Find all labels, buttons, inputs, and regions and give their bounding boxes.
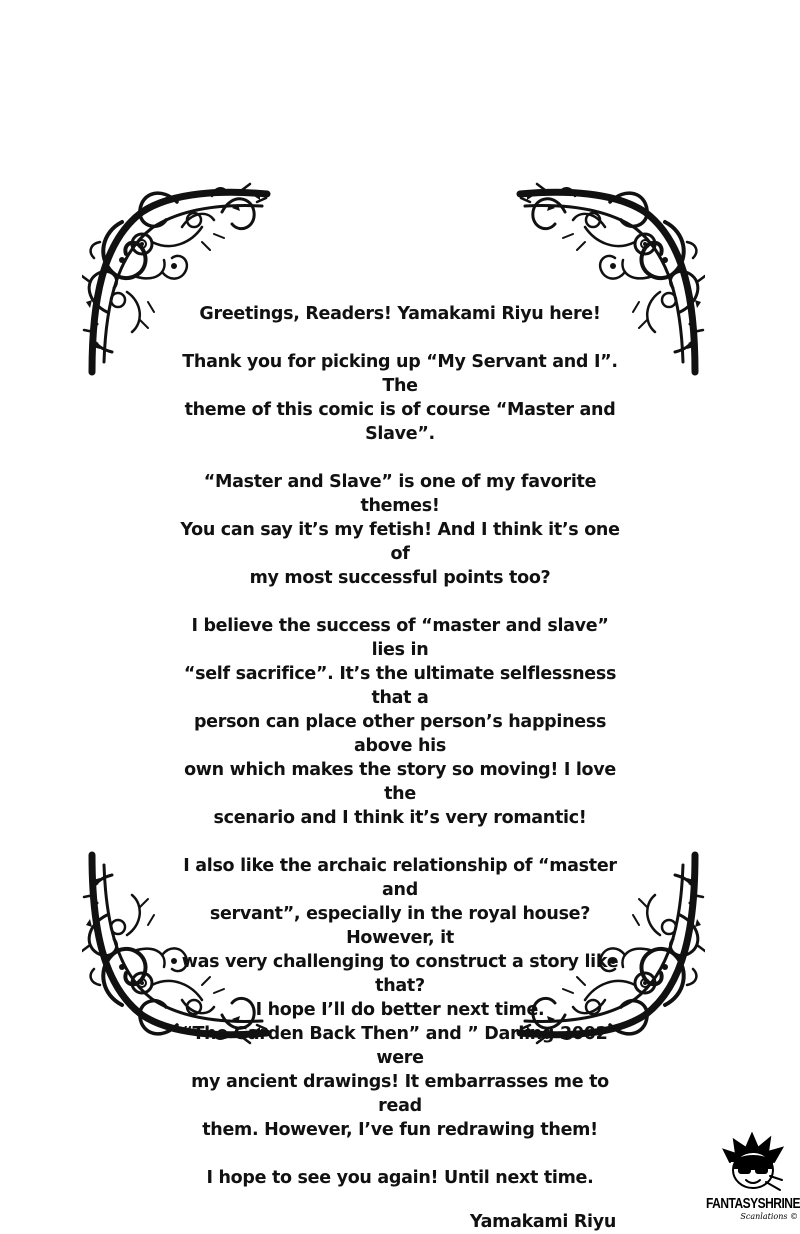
- letter-line: I believe the success of “master and slave” lies in: [191, 616, 609, 660]
- letter-paragraph-theme: [180, 470, 620, 590]
- letter-line: was very challenging to construct a story like that?: [181, 952, 619, 996]
- letter-line: own which makes the story so moving! I love the: [184, 760, 616, 804]
- letter-line: them. However, I’ve fun redrawing them!: [202, 1120, 598, 1140]
- logo-subtitle: Scanlations ©: [740, 1212, 798, 1221]
- letter-line: I hope to see you again! Until next time.: [206, 1168, 594, 1188]
- letter-closing: [180, 1166, 620, 1190]
- letter-line: I hope I’ll do better next time.: [255, 1000, 545, 1020]
- letter-line: my ancient drawings! It embarrasses me to read: [191, 1072, 609, 1116]
- letter-greeting: [180, 302, 620, 326]
- letter-line: Greetings, Readers! Yamakami Riyu here!: [199, 304, 601, 324]
- letter-signature: Yamakami Riyu: [469, 1212, 616, 1232]
- letter-line: scenario and I think it’s very romantic!: [213, 808, 587, 828]
- letter-line: theme of this comic is of course “Master and Slave”.: [184, 400, 616, 444]
- letter-line: servant”, especially in the royal house? However, it: [209, 904, 591, 948]
- scanlation-logo: [706, 1130, 800, 1225]
- letter-paragraph-sacrifice: [180, 614, 620, 830]
- author-letter: [180, 302, 620, 1234]
- letter-line: person can place other person’s happiness above his: [193, 712, 607, 756]
- letter-paragraph-thanks: [180, 350, 620, 446]
- mascot-face-icon: [722, 1132, 784, 1194]
- letter-line: “The Garden Back Then” and ” Darling 2002” were: [181, 1024, 619, 1068]
- letter-paragraph-archaic: [180, 854, 620, 1142]
- letter-line: “self sacrifice”. It’s the ultimate selflessness that a: [183, 664, 617, 708]
- letter-line: Thank you for picking up “My Servant and I”. The: [182, 352, 618, 396]
- logo-title: FANTASYSHRINE: [706, 1194, 800, 1212]
- letter-line: I also like the archaic relationship of “master and: [183, 856, 617, 900]
- letter-line: my most successful points too?: [249, 568, 551, 588]
- letter-line: You can say it’s my fetish! And I think it’s one of: [180, 520, 620, 564]
- letter-line: “Master and Slave” is one of my favorite themes!: [203, 472, 597, 516]
